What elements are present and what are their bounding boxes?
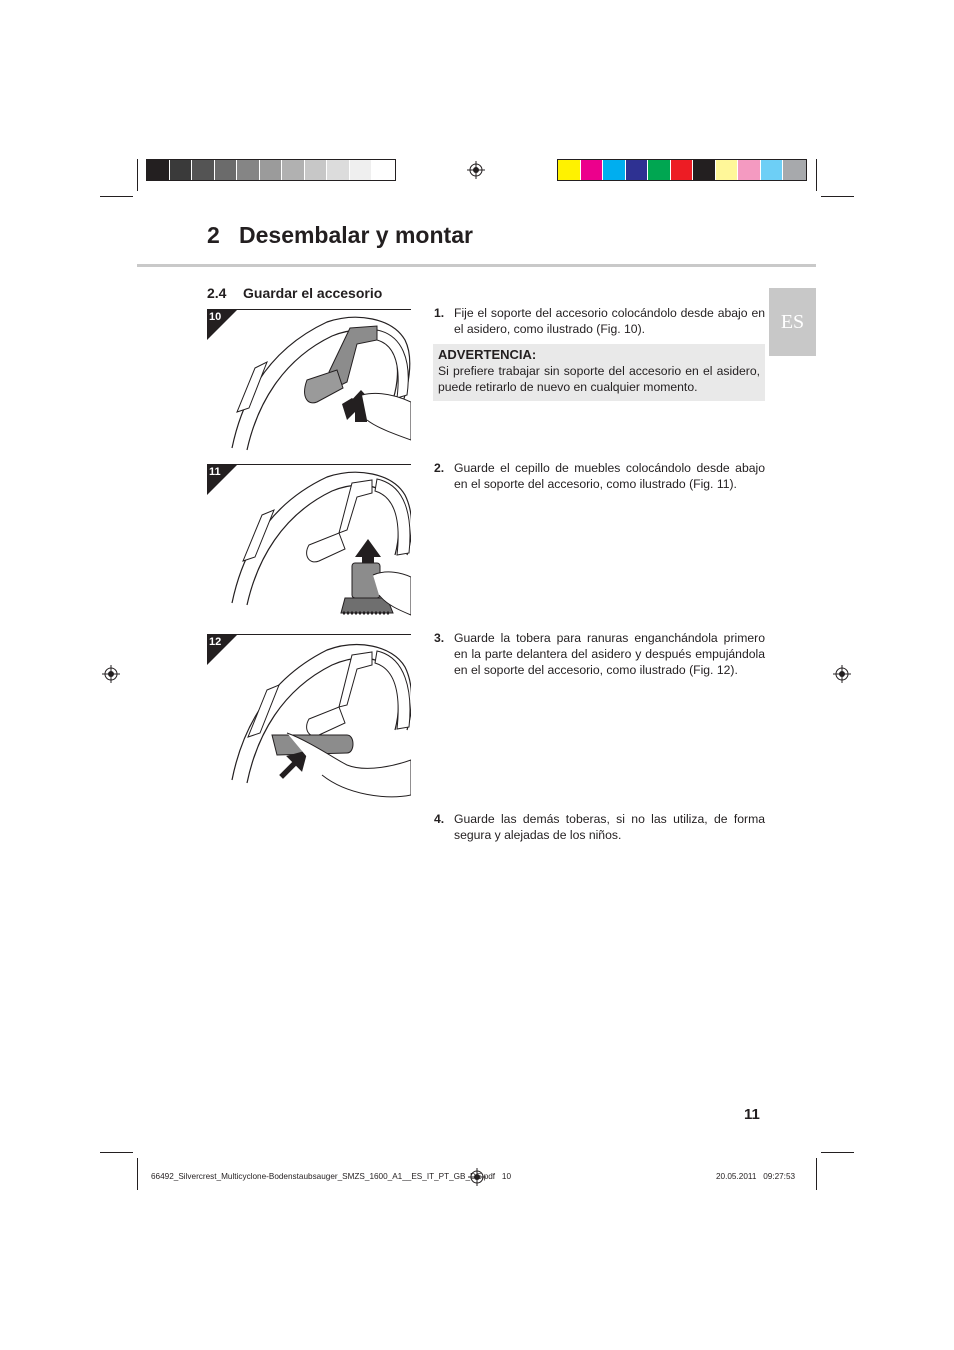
chapter-number: 2 — [207, 222, 220, 248]
color-swatch — [215, 160, 238, 180]
color-swatch — [327, 160, 350, 180]
color-swatch — [581, 160, 604, 180]
warning-text: Si prefiere trabajar sin soporte del accesorio en el asidero, puede retirarlo de nuevo en cualquier momento. — [438, 364, 760, 394]
crop-mark — [100, 196, 133, 197]
crop-mark — [821, 196, 854, 197]
color-swatch — [170, 160, 193, 180]
color-swatch — [603, 160, 626, 180]
step-3 — [434, 630, 765, 678]
step-number: 1. — [434, 306, 445, 320]
color-swatch — [558, 160, 581, 180]
figure-number: 12 — [209, 636, 222, 648]
color-swatch — [372, 160, 395, 180]
step-number: 4. — [434, 812, 445, 826]
color-swatch — [783, 160, 806, 180]
heading-rule — [137, 264, 816, 267]
color-swatch — [761, 160, 784, 180]
step-text: Guarde las demás toberas, si no las utiliza, de forma segura y alejadas de los niños. — [454, 812, 765, 842]
step-4 — [434, 811, 765, 843]
page-number: 11 — [744, 1106, 760, 1123]
warning-heading: ADVERTENCIA: — [438, 347, 537, 362]
color-swatch — [305, 160, 328, 180]
vacuum-handle-crevice-illustration — [207, 635, 411, 805]
step-text: Fije el soporte del accesorio colocándolo desde abajo en el asidero, como ilustrado (Fig. 10). — [454, 306, 765, 336]
vacuum-handle-illustration — [207, 310, 411, 455]
footer-filename: 66492_Silvercrest_Multicyclone-Bodenstaubsauger_SMZS_1600_A1__ES_IT_PT_GB_DE.pdf 10 — [151, 1172, 512, 1181]
grayscale-calibration-bar — [146, 159, 396, 181]
warning-box — [433, 344, 765, 401]
color-swatch — [147, 160, 170, 180]
section-number: 2.4 — [207, 285, 227, 301]
chapter-title: Desembalar y montar — [239, 222, 473, 248]
crop-mark — [821, 1152, 854, 1153]
registration-mark-icon — [833, 665, 851, 683]
language-tab: ES — [769, 288, 816, 356]
color-swatch — [693, 160, 716, 180]
footer-timestamp: 20.05.2011 09:27:53 — [716, 1172, 796, 1181]
crop-mark — [137, 159, 138, 191]
color-swatch — [648, 160, 671, 180]
chapter-heading — [207, 222, 473, 249]
crop-mark — [100, 1152, 133, 1153]
color-calibration-bar — [557, 159, 807, 181]
section-heading — [207, 285, 382, 301]
color-swatch — [738, 160, 761, 180]
vacuum-handle-brush-illustration — [207, 465, 411, 625]
color-swatch — [260, 160, 283, 180]
section-title: Guardar el accesorio — [243, 285, 383, 301]
figure-12 — [207, 634, 411, 805]
color-swatch — [350, 160, 373, 180]
step-text: Guarde el cepillo de muebles colocándolo desde abajo en el soporte del accesorio, como ilustrado (Fig. 11). — [454, 461, 765, 491]
registration-mark-icon — [102, 665, 120, 683]
crop-mark — [816, 1158, 817, 1190]
color-swatch — [282, 160, 305, 180]
color-swatch — [237, 160, 260, 180]
step-2 — [434, 460, 765, 492]
step-number: 3. — [434, 631, 445, 645]
step-number: 2. — [434, 461, 445, 475]
figure-11 — [207, 464, 411, 625]
step-text: Guarde la tobera para ranuras enganchándola primero en la parte delantera del asidero y después empujándola en el soporte del accesorio, como ilustrado (Fig. 12). — [454, 631, 765, 677]
figure-10 — [207, 309, 411, 455]
crop-mark — [137, 1158, 138, 1190]
color-swatch — [671, 160, 694, 180]
crop-mark — [816, 159, 817, 191]
registration-mark-icon — [467, 161, 485, 179]
figure-number: 10 — [209, 311, 222, 323]
color-swatch — [626, 160, 649, 180]
figure-number: 11 — [209, 466, 221, 478]
color-swatch — [192, 160, 215, 180]
color-swatch — [716, 160, 739, 180]
step-1 — [434, 305, 765, 337]
